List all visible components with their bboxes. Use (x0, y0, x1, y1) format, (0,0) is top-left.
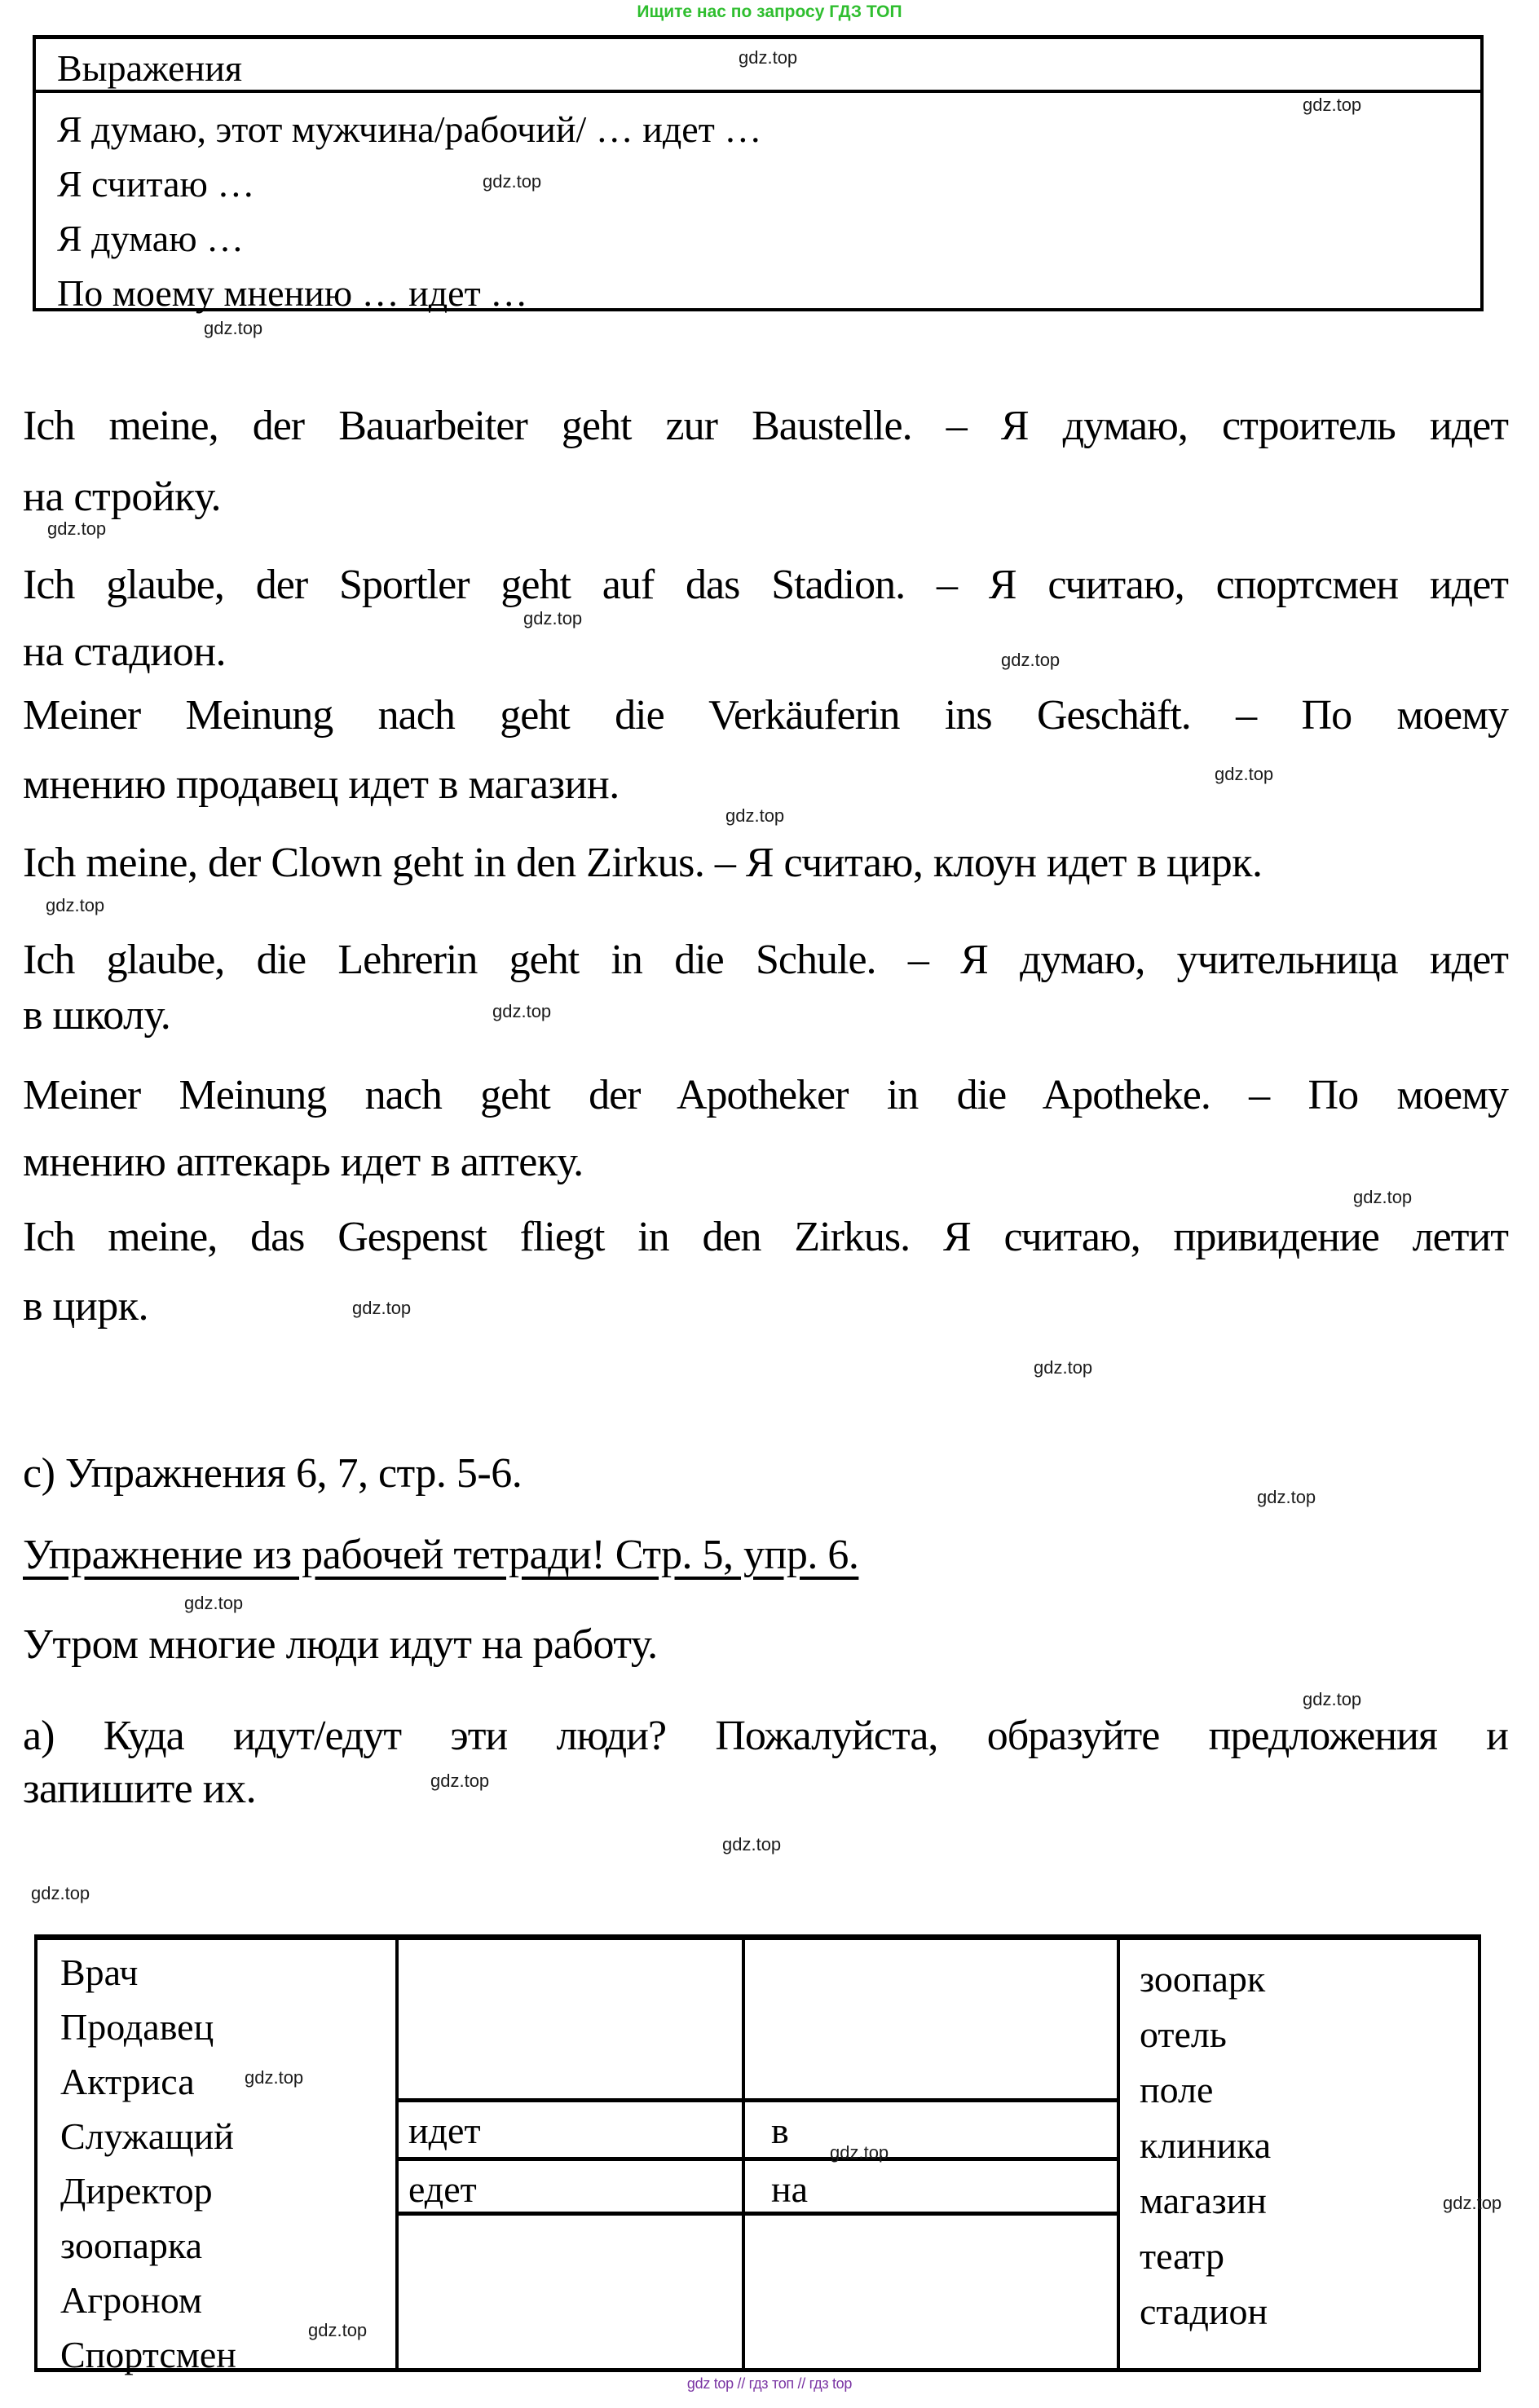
place-item: зоопарк (1140, 1958, 1266, 2000)
expression-row: По моему мнению … идет … (57, 272, 528, 314)
box-divider (33, 90, 1484, 93)
watermark: gdz.top (184, 1593, 244, 1613)
watermark: gdz.top (1034, 1357, 1093, 1378)
expression-row: Я думаю, этот мужчина/рабочий/ … идет … (57, 108, 762, 150)
profession-item: Спортсмен (60, 2334, 236, 2375)
place-item: клиника (1140, 2124, 1272, 2166)
expression-row: Я считаю … (57, 163, 255, 205)
watermark: gdz.top (739, 47, 798, 68)
profession-item: Продавец (60, 2006, 214, 2048)
profession-item: Актриса (60, 2061, 195, 2102)
watermark: gdz.top (430, 1771, 490, 1791)
place-item: театр (1140, 2235, 1224, 2277)
body-line: в цирк. (23, 1283, 148, 1330)
body-line: на стадион. (23, 628, 227, 675)
body-line: Ich meine, das Gespenst fliegt in den Zirkus. Я считаю, привидение летит (23, 1214, 1508, 1260)
body-line: Ich meine, der Bauarbeiter geht zur Baustelle. – Я думаю, строитель идет (23, 403, 1508, 449)
profession-item: Агроном (60, 2279, 202, 2321)
watermark: gdz.top (492, 1001, 552, 1021)
body-line: запишите их. (23, 1766, 257, 1812)
watermark: gdz.top (1303, 95, 1362, 115)
table-cell-verb: идет (408, 2110, 481, 2151)
watermark: gdz.top (1353, 1187, 1413, 1207)
table-cell-verb: едет (408, 2168, 477, 2210)
exercise-table (34, 1934, 1481, 2375)
promo-banner: Ищите нас по запросу ГДЗ ТОП (637, 2, 902, 21)
body-line: Ich meine, der Clown geht in den Zirkus. – Я считаю, клоун идет в цирк. (23, 840, 1263, 886)
body-line: Meiner Meinung nach geht der Apotheker in die Apotheke. – По моему (23, 1072, 1508, 1118)
task-a-line: а) Куда идут/едут эти люди? Пожалуйста, образуйте предложения и (23, 1713, 1508, 1759)
expression-row: Я думаю … (57, 218, 245, 259)
table-cell-preposition: в (771, 2110, 789, 2151)
watermark: gdz.top (725, 805, 785, 826)
task-c-line: c) Упражнения 6, 7, стр. 5-6. (23, 1450, 523, 1497)
watermark: gdz.top (31, 1883, 90, 1903)
watermark: gdz.top (352, 1298, 412, 1318)
watermark: gdz.top (722, 1834, 782, 1855)
place-item: стадион (1140, 2291, 1268, 2332)
body-line: Утром многие люди идут на работу. (23, 1621, 658, 1668)
table-row-line (395, 2212, 1120, 2216)
table-col-places (1140, 1952, 1271, 2340)
profession-item: зоопарка (60, 2225, 203, 2266)
watermark: gdz.top (1257, 1487, 1316, 1507)
body-line: в школу. (23, 992, 171, 1039)
table-row-line (395, 2157, 1120, 2161)
body-line: на стройку. (23, 474, 221, 520)
watermark: gdz.top (46, 895, 105, 915)
body-line: Ich glaube, die Lehrerin geht in die Schule. – Я думаю, учительница идет (23, 937, 1508, 983)
workbook-heading: Упражнение из рабочей тетради! Стр. 5, упр. 6. (23, 1532, 859, 1578)
watermark: gdz.top (1215, 764, 1274, 784)
body-line: Ich glaube, der Sportler geht auf das Stadion. – Я считаю, спортсмен идет (23, 562, 1508, 608)
watermark: gdz.top (830, 2142, 889, 2163)
expressions-header: Выражения (57, 47, 242, 89)
table-cell-preposition: на (771, 2168, 809, 2210)
profession-item: Директор (60, 2170, 213, 2212)
profession-item: Врач (60, 1952, 139, 1993)
table-divider (742, 1940, 745, 2368)
watermark: gdz.top (1443, 2193, 1502, 2213)
table-divider (395, 1940, 399, 2368)
watermark: gdz.top (1303, 1689, 1362, 1709)
place-item: поле (1140, 2069, 1214, 2110)
place-item: отель (1140, 2013, 1227, 2055)
table-row-line (395, 2098, 1120, 2102)
body-line: Meiner Meinung nach geht die Verkäuferin ins Geschäft. – По моему (23, 692, 1508, 739)
watermark: gdz.top (523, 608, 583, 628)
watermark: gdz.top (47, 518, 107, 539)
footer-watermark: gdz top // гдз топ // гдз top (686, 2375, 853, 2392)
table-divider (1117, 1940, 1120, 2368)
expressions-box (33, 35, 1484, 314)
watermark: gdz.top (483, 171, 542, 192)
body-line: мнению аптекарь идет в аптеку. (23, 1139, 584, 1185)
watermark: gdz.top (308, 2320, 368, 2340)
watermark: gdz.top (1001, 650, 1061, 670)
profession-item: Служащий (60, 2115, 234, 2157)
table-col-professions (60, 1945, 236, 2382)
watermark: gdz.top (204, 318, 263, 338)
place-item: магазин (1140, 2180, 1267, 2221)
watermark: gdz.top (245, 2067, 304, 2088)
body-line: мнению продавец идет в магазин. (23, 761, 620, 808)
